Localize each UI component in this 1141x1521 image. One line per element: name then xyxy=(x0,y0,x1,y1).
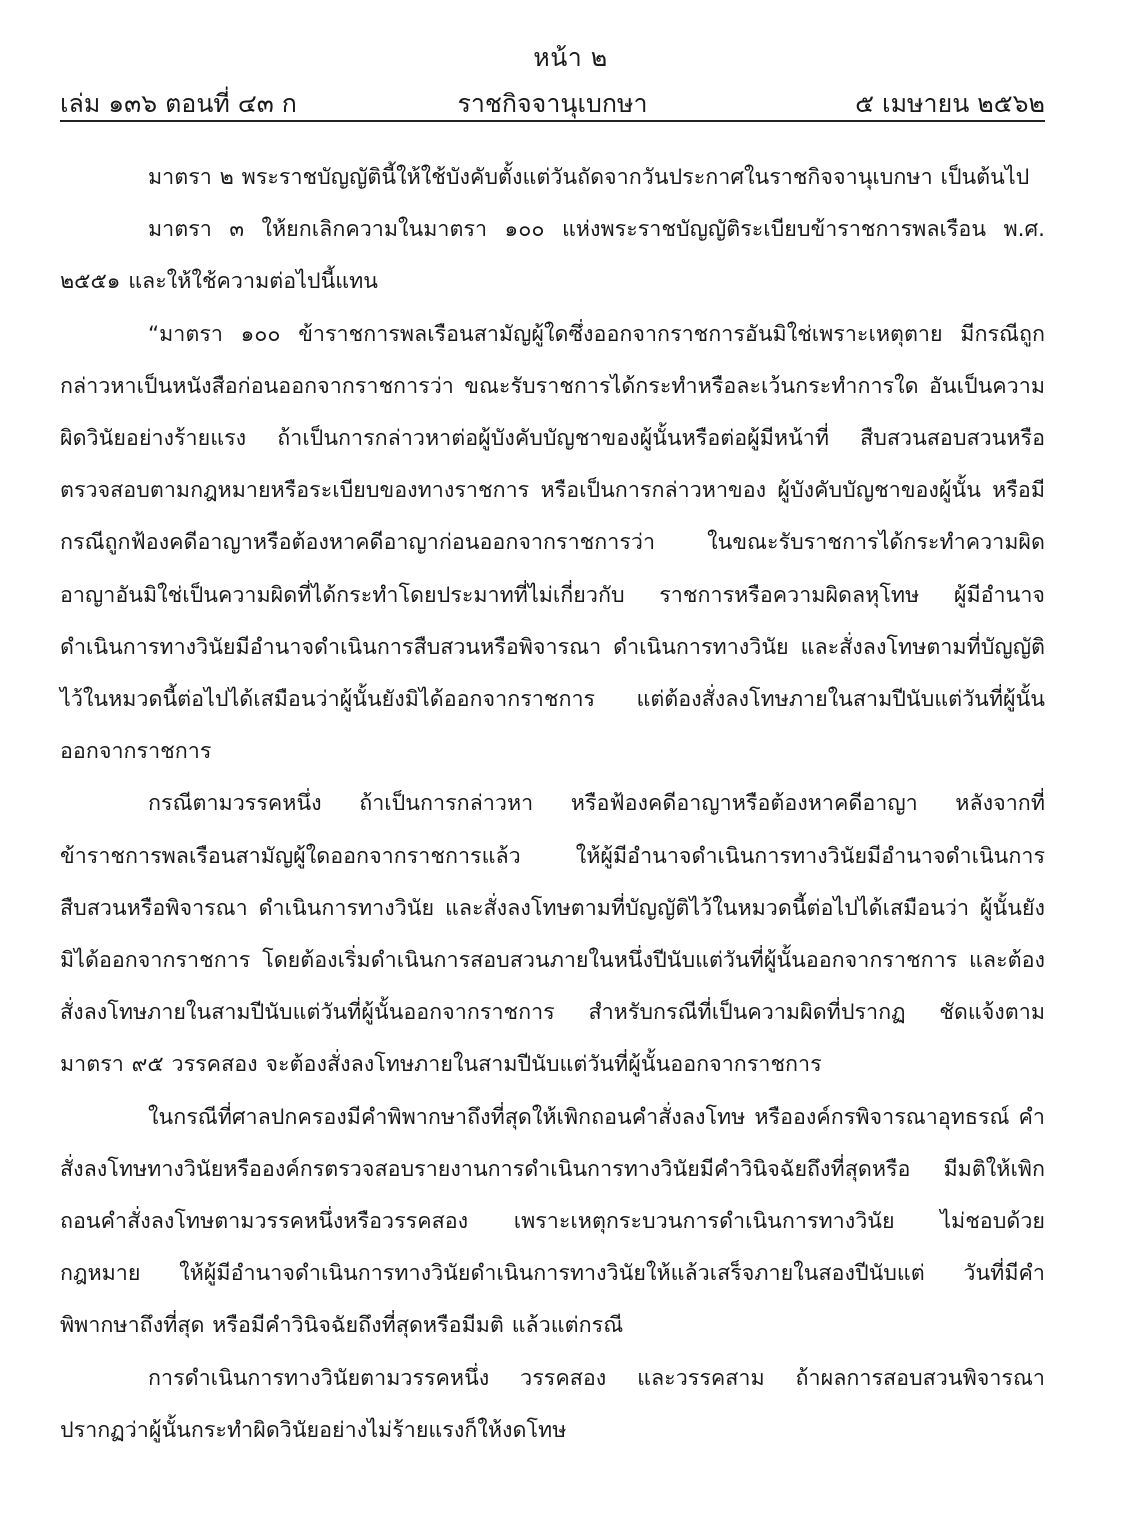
header-divider xyxy=(60,120,1045,122)
gazette-header xyxy=(60,84,1045,116)
paragraph-section-2: มาตรา ๒ พระราชบัญญัตินี้ให้ใช้บังคับตั้งแต่วันถัดจากวันประกาศในราชกิจจานุเบกษา เป็นต้นไป xyxy=(148,165,1030,190)
document-body xyxy=(60,152,1045,1457)
paragraph-section-3: มาตรา ๓ ให้ยกเลิกความในมาตรา ๑๐๐ แห่งพระราชบัญญัติระเบียบข้าราชการพลเรือน พ.ศ. ๒๕๕๑ และให้ใช้ความต่อไปนี้แทน xyxy=(60,217,1045,295)
publication-title: ราชกิจจานุเบกษา xyxy=(457,89,648,118)
paragraph-clause-3: ในกรณีที่ศาลปกครองมีคำพิพากษาถึงที่สุดให้เพิกถอนคำสั่งลงโทษ หรือองค์กรพิจารณาอุทธรณ์ คำสั่งลงโทษทางวินัยหรือองค์กรตรวจสอบรายงานการดำเนินการทางวินัยมีคำวินิจฉัยถึงที่สุดหรือ มีมติให้เพิกถอนคำสั่งลงโทษตามวรรคหนึ่งหรือวรรคสอง เพราะเหตุกระบวนการดำเนินการทางวินัย ไม่ชอบด้วยกฎหมาย ให้ผู้มีอำนาจดำเนินการทางวินัยดำเนินการทางวินัยให้แล้วเสร็จภายในสองปีนับแต่ วันที่มีคำพิพากษาถึงที่สุด หรือมีคำวินิจฉัยถึงที่สุดหรือมีมติ แล้วแต่กรณี xyxy=(60,1104,1045,1339)
volume-issue: เล่ม ๑๓๖ ตอนที่ ๔๓ ก xyxy=(60,89,297,118)
publication-date: ๕ เมษายน ๒๕๖๒ xyxy=(855,89,1045,118)
paragraph-clause-2: กรณีตามวรรคหนึ่ง ถ้าเป็นการกล่าวหา หรือฟ้องคดีอาญาหรือต้องหาคดีอาญา หลังจากที่ ข้าราชการพลเรือนสามัญผู้ใดออกจากราชการแล้ว ให้ผู้มีอำนาจดำเนินการทางวินัยมีอำนาจดำเนินการ สืบสวนหรือพิจารณา ดำเนินการทางวินัย และสั่งลงโทษตามที่บัญญัติไว้ในหมวดนี้ต่อไปได้เสมือนว่า ผู้นั้นยังมิได้ออกจากราชการ โดยต้องเริ่มดำเนินการสอบสวนภายในหนึ่งปีนับแต่วันที่ผู้นั้นออกจากราชการ และต้องสั่งลงโทษภายในสามปีนับแต่วันที่ผู้นั้นออกจากราชการ สำหรับกรณีที่เป็นความผิดที่ปรากฏ ชัดแจ้งตามมาตรา ๙๕ วรรคสอง จะต้องสั่งลงโทษภายในสามปีนับแต่วันที่ผู้นั้นออกจากราชการ xyxy=(60,791,1045,1078)
paragraph-section-100: “มาตรา ๑๐๐ ข้าราชการพลเรือนสามัญผู้ใดซึ่งออกจากราชการอันมิใช่เพราะเหตุตาย มีกรณีถูกกล่าวหาเป็นหนังสือก่อนออกจากราชการว่า ขณะรับราชการได้กระทำหรือละเว้นกระทำการใด อันเป็นความผิดวินัยอย่างร้ายแรง ถ้าเป็นการกล่าวหาต่อผู้บังคับบัญชาของผู้นั้นหรือต่อผู้มีหน้าที่ สืบสวนสอบสวนหรือตรวจสอบตามกฎหมายหรือระเบียบของทางราชการ หรือเป็นการกล่าวหาของ ผู้บังคับบัญชาของผู้นั้น หรือมีกรณีถูกฟ้องคดีอาญาหรือต้องหาคดีอาญาก่อนออกจากราชการว่า ในขณะรับราชการได้กระทำความผิดอาญาอันมิใช่เป็นความผิดที่ได้กระทำโดยประมาทที่ไม่เกี่ยวกับ ราชการหรือความผิดลหุโทษ ผู้มีอำนาจดำเนินการทางวินัยมีอำนาจดำเนินการสืบสวนหรือพิจารณา ดำเนินการทางวินัย และสั่งลงโทษตามที่บัญญัติไว้ในหมวดนี้ต่อไปได้เสมือนว่าผู้นั้นยังมิได้ออกจากราชการ แต่ต้องสั่งลงโทษภายในสามปีนับแต่วันที่ผู้นั้นออกจากราชการ xyxy=(60,321,1045,765)
page-number: หน้า ๒ xyxy=(533,43,608,72)
paragraph-clause-4: การดำเนินการทางวินัยตามวรรคหนึ่ง วรรคสอง และวรรคสาม ถ้าผลการสอบสวนพิจารณา ปรากฏว่าผู้นั้นกระทำผิดวินัยอย่างไม่ร้ายแรงก็ให้งดโทษ xyxy=(60,1365,1045,1443)
